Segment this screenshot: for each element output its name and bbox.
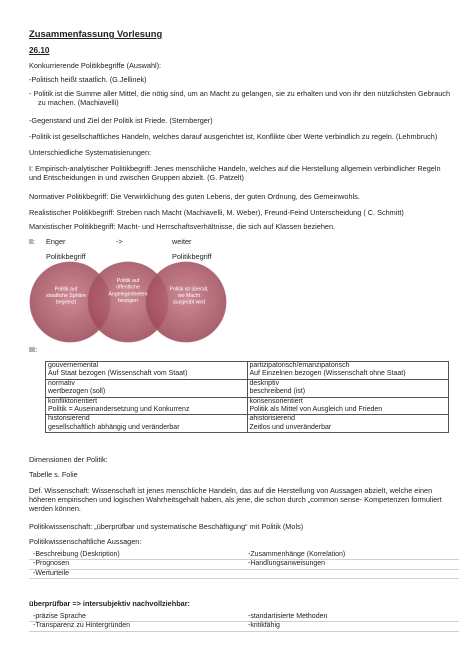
cell-line: Politik als Mittel von Ausgleich und Frieden (249, 406, 383, 414)
cell-line: gesellschaftlich abhängig und veränderbar (48, 423, 180, 431)
list-item: Realistischer Politikbegriff: Streben nach Macht (Machiavelli, M. Weber), Freund-Feind Unterscheidung ( C. Schmitt) (29, 208, 404, 217)
list-row (29, 613, 459, 622)
date-heading: 26.10 (29, 46, 50, 55)
list-item: -Politisch heißt staatlich. (G.Jellinek) (29, 75, 147, 84)
konkurrierend-heading: Konkurrierende Politikbegriffe (Auswahl): (29, 61, 162, 70)
list-row (29, 569, 459, 578)
venn-label: öffentliche (116, 284, 140, 291)
table-cell (46, 415, 248, 433)
list-row (29, 551, 459, 560)
cell-line: normativ (48, 379, 75, 387)
arrow-label: -> (116, 237, 123, 246)
list-item: -Handlungsanweisungen (244, 560, 459, 569)
list-row (29, 622, 459, 631)
enger-sub-label: Politikbegriff (46, 252, 86, 261)
list-item: Marxistischer Politikbegriff: Macht- und Herrschaftsverhältnisse, die sich auf Klassen beziehen. (29, 222, 336, 231)
section-iii-label: III: (29, 345, 38, 354)
cell-line: historisierend (48, 415, 90, 423)
table-cell (46, 379, 248, 397)
venn-label: begrenzt (55, 299, 77, 306)
aussagen-table (29, 551, 459, 579)
list-item: -kritikfähig (244, 622, 459, 631)
venn-label: bezogen (118, 297, 138, 304)
venn-label: staatliche Sphäre (45, 293, 87, 299)
list-item: -Prognosen (29, 560, 244, 569)
section-ii-label: II: (29, 237, 36, 246)
venn-label: Angelegenheiten (108, 291, 148, 298)
table-cell (247, 415, 449, 433)
list-item: -Politik ist gesellschaftliches Handeln, welches darauf ausgerichtet ist, Konflikte über Werte verbindlich zu regeln. (Lehmbruch) (29, 132, 438, 141)
systematisierungen-heading: Unterschiedliche Systematisierungen: (29, 148, 152, 157)
list-item: -Zusammenhänge (Korrelation) (244, 551, 459, 560)
pruef-heading: überprüfbar => intersubjektiv nachvollziehbar: (29, 599, 190, 608)
cell-line: Politik = Auseinandersetzung und Konkurrenz (48, 406, 190, 414)
venn-label: Politik auf (54, 286, 78, 293)
enger-label: Enger (46, 237, 66, 246)
cell-line: konsensorientiert (249, 397, 303, 405)
list-row (29, 560, 459, 569)
table-cell (247, 379, 449, 397)
cell-line: konfliktorientiert (48, 397, 98, 405)
aussagen-heading: Politikwissenschaftliche Aussagen: (29, 537, 142, 546)
list-item: -Transparenz zu Hintergründen (29, 622, 244, 631)
list-item: I: Empirisch-analytischer Politikbegriff: Jenes menschliche Handeln, welches auf die Herstellung allgemein verbindlicher Regeln und Entscheidungen in und zwischen Gruppen abzielt. (G. Patzelt) (29, 164, 441, 182)
table-row (46, 397, 449, 415)
politikwissenschaft-text: Politikwissenschaft: „überprüfbar und systematische Beschäftigung“ mit Politik (Mols) (29, 522, 304, 531)
tabelle-note: Tabelle s. Folie (29, 470, 78, 479)
cell-line: gouvernemental (48, 362, 99, 369)
table-cell (46, 362, 248, 380)
page-title: Zusammenfassung Vorlesung (29, 28, 163, 39)
list-item: -Werturteile (29, 569, 244, 578)
table-cell (46, 397, 248, 415)
cell-line: Auf Einzelnen bezogen (Wissenschaft ohne Staat) (249, 370, 406, 378)
table-row (46, 415, 449, 433)
table-cell (247, 397, 449, 415)
venn-label: ausgeübt wird (172, 299, 206, 306)
table-cell (247, 362, 449, 380)
venn-label: Politik auf (116, 278, 140, 285)
cell-line: Auf Staat bezogen (Wissenschaft vom Staat) (48, 370, 188, 378)
list-item: -Gegenstand und Ziel der Politik ist Friede. (Sternberger) (29, 116, 213, 125)
venn-label: Politik ist überall, (169, 286, 209, 293)
dimensionen-heading: Dimensionen der Politik: (29, 455, 108, 464)
list-item: Normativer Politikbegriff: Die Verwirklichung des guten Lebens, der guten Ordnung, des Gemeinwohls. (29, 192, 360, 201)
list-item: -präzise Sprache (29, 613, 244, 622)
comparison-table (45, 361, 449, 433)
definition-text: Def. Wissenschaft: Wissenschaft ist jenes menschliche Handeln, das auf die Herstellung von Aussagen abzielt, welche einen höheren empirischen und logischen Wahrheitsgehalt haben, als jene, die schon durch „common sense- Kompetenzen formuliert werden können. (29, 486, 442, 513)
cell-line: partizipatorisch/emanzipatorisch (249, 362, 350, 369)
weiter-label: weiter (172, 237, 192, 246)
cell-line: ahistorisierend (249, 415, 296, 423)
list-item: - Politik ist die Summe aller Mittel, die nötig sind, um an Macht zu gelangen, sie zu erhalten und von ihr den nützlichsten Gebrauch zu machen. (Machiavelli) (29, 89, 451, 107)
table-row (46, 379, 449, 397)
table-row (46, 362, 449, 380)
cell-line: deskriptiv (249, 379, 280, 387)
cell-line: wertbezogen (soll) (48, 388, 106, 396)
cell-line: Zeitlos und unveränderbar (249, 423, 332, 431)
list-item: -Beschreibung (Deskription) (29, 551, 244, 560)
pruef-table (29, 613, 459, 632)
list-item: -standartisierte Methoden (244, 613, 459, 622)
list-item (244, 569, 459, 578)
cell-line: beschreibend (ist) (249, 388, 306, 396)
venn-label: wo Macht (177, 293, 201, 299)
weiter-sub-label: Politikbegriff (172, 252, 212, 261)
